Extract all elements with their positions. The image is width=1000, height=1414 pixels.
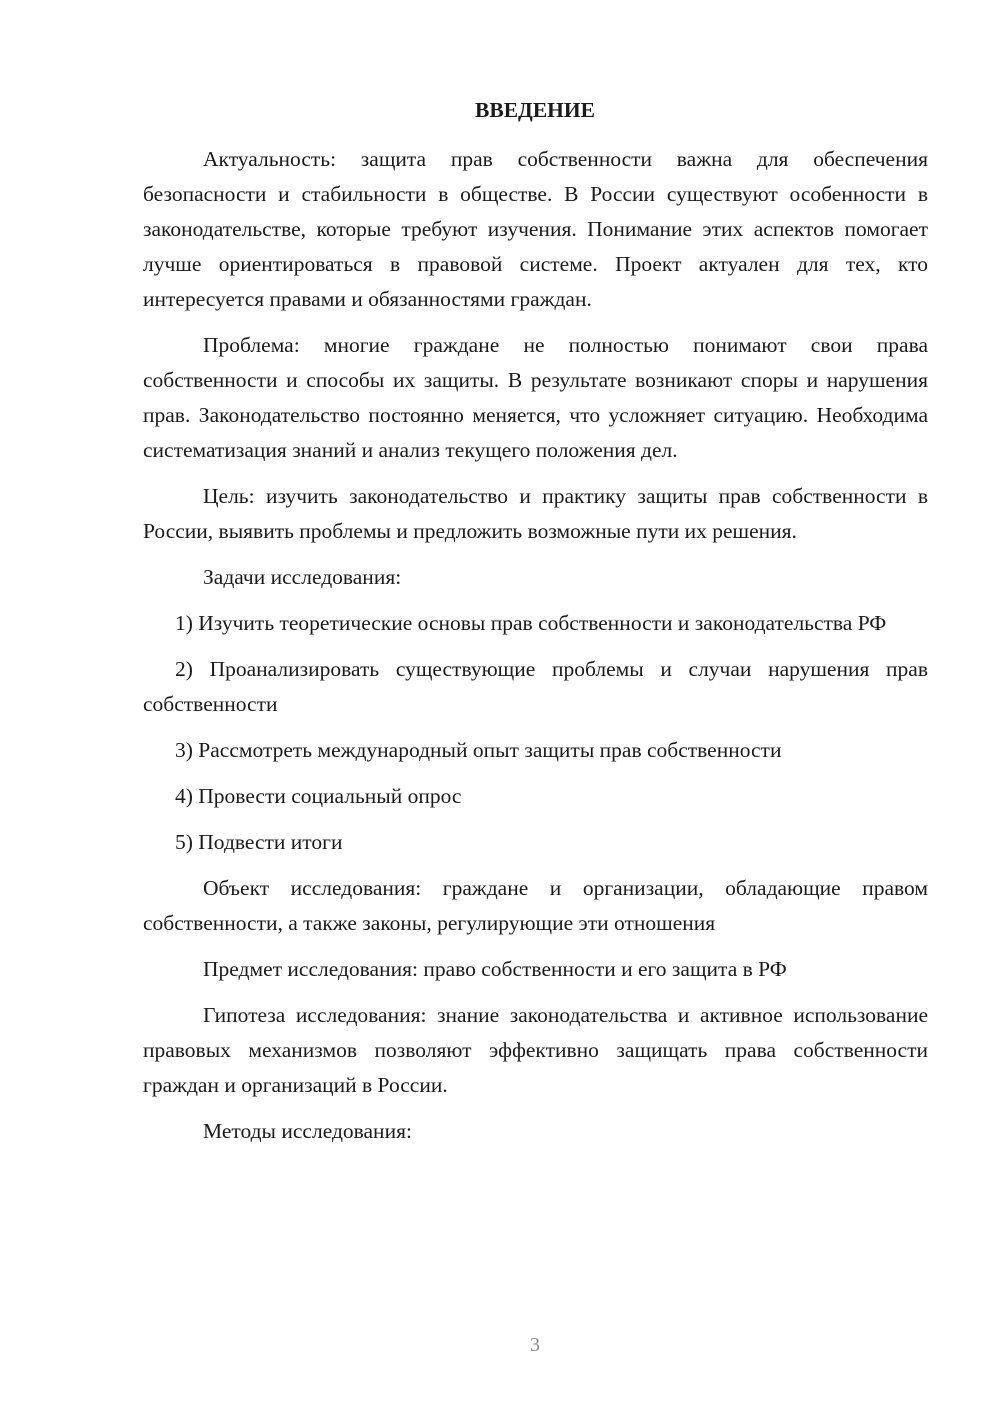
task-item-1: 1) Изучить теоретические основы прав собственности и законодательства РФ [175,611,887,635]
paragraph-problem: Проблема: многие граждане не полностью понимают свои права собственности и способы их защиты. В результате возникают споры и нарушения прав. Законодательство постоянно меняется, что усложняет ситуацию. Необходима систематизация знаний и анализ текущего положения дел. [143,333,928,462]
paragraph-hypothesis: Гипотеза исследования: знание законодательства и активное использование правовых механизмов позволяют эффективно защищать права собственности граждан и организаций в России. [143,1003,928,1097]
paragraph-object: Объект исследования: граждане и организации, обладающие правом собственности, а также законы, регулирующие эти отношения [143,876,928,935]
paragraph-goal: Цель: изучить законодательство и практику защиты прав собственности в России, выявить проблемы и предложить возможные пути их решения. [143,484,928,543]
paragraph-subject: Предмет исследования: право собственности и его защита в РФ [203,957,787,981]
document-body [143,142,928,1149]
methods-heading: Методы исследования: [203,1119,412,1143]
page-title: ВВЕДЕНИЕ [475,98,595,122]
paragraph-relevance: Актуальность: защита прав собственности важна для обеспечения безопасности и стабильности в обществе. В России существуют особенности в законодательстве, которые требуют изучения. Понимание этих аспектов помогает лучше ориентироваться в правовой системе. Проект актуален для тех, кто интересуется правами и обязанностями граждан. [143,147,928,311]
task-item-2: 2) Проанализировать существующие проблемы и случаи нарушения прав собственности [143,657,928,716]
tasks-heading: Задачи исследования: [203,565,402,589]
task-item-5: 5) Подвести итоги [175,830,343,854]
task-item-3: 3) Рассмотреть международный опыт защиты прав собственности [175,738,782,762]
page-number: 3 [530,1334,540,1356]
task-item-4: 4) Провести социальный опрос [175,784,462,808]
